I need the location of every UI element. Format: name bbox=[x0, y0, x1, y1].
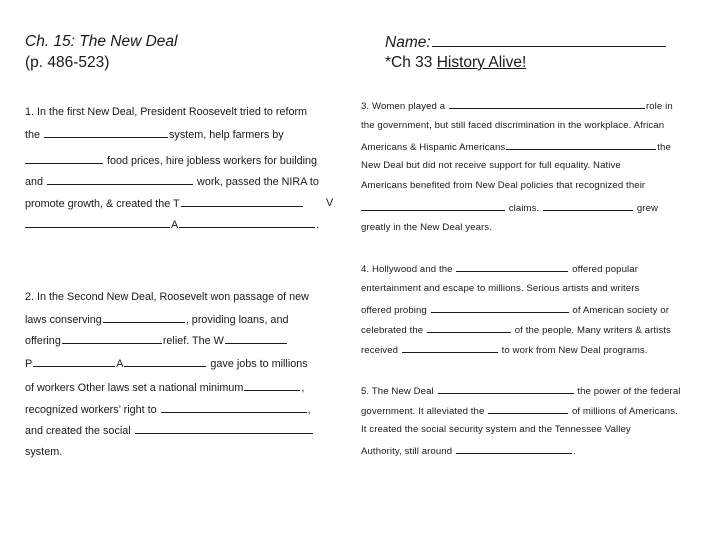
q2-blank-a[interactable] bbox=[124, 356, 206, 367]
q1-text: and bbox=[25, 176, 44, 188]
q4-text: celebrated the bbox=[361, 325, 424, 336]
q4-line-5 bbox=[361, 342, 648, 357]
q5-text: 5. The New Deal bbox=[361, 386, 434, 397]
q2-blank-p[interactable] bbox=[33, 356, 115, 367]
q2-text: A bbox=[116, 358, 124, 370]
q5-line-1 bbox=[361, 383, 681, 398]
q4-blank-probing[interactable] bbox=[431, 302, 569, 313]
q2-text: and created the social bbox=[25, 425, 131, 437]
q4-blank-received[interactable] bbox=[402, 342, 498, 353]
name-blank[interactable] bbox=[432, 32, 666, 47]
q3-line-1 bbox=[361, 98, 673, 113]
q4-blank-hollywood[interactable] bbox=[456, 261, 568, 272]
q1-text: the bbox=[25, 129, 41, 141]
q5-blank-alleviated[interactable] bbox=[488, 403, 568, 414]
q5-line-2 bbox=[361, 403, 678, 418]
q1-blank-work[interactable] bbox=[47, 174, 193, 185]
q2-text: P bbox=[25, 358, 33, 370]
q1-blank-prices[interactable] bbox=[25, 153, 103, 164]
q2-blank-w[interactable] bbox=[225, 333, 287, 344]
q3-line-4: New Deal but did not receive support for full equality. Native bbox=[361, 160, 621, 171]
q3-text: grew bbox=[636, 203, 659, 214]
q5-text: government. It alleviated the bbox=[361, 406, 485, 417]
q3-text: Americans & Hispanic Americans bbox=[361, 142, 506, 153]
q1-text: . bbox=[316, 219, 320, 231]
q3-blank-role[interactable] bbox=[449, 98, 645, 109]
q2-line-5 bbox=[25, 380, 304, 395]
q1-text: work, passed the NIRA to bbox=[197, 176, 319, 188]
q3-line-5: Americans benefited from New Deal policies that recognized their bbox=[361, 180, 646, 191]
q4-line-1 bbox=[361, 261, 638, 276]
q1-blank-post-a[interactable] bbox=[179, 217, 315, 228]
q3-line-2: the government, but still faced discrimination in the workplace. African bbox=[361, 120, 665, 131]
q1-text: promote growth, & created the T bbox=[25, 198, 180, 210]
q1-line-2 bbox=[25, 127, 284, 142]
q2-text: , providing loans, and bbox=[185, 314, 289, 326]
q2-line-7 bbox=[25, 423, 314, 438]
q4-text: of the people. Many writers & artists bbox=[514, 325, 671, 336]
q2-blank-relief[interactable] bbox=[62, 333, 162, 344]
q4-text: 4. Hollywood and the bbox=[361, 264, 453, 275]
q2-blank-social[interactable] bbox=[135, 423, 313, 434]
q3-text: the bbox=[657, 142, 671, 153]
q4-text: to work from New Deal programs. bbox=[501, 345, 648, 356]
q2-line-4 bbox=[25, 356, 308, 371]
q3-line-3 bbox=[361, 139, 671, 154]
q5-line-3: It created the social security system and the Tennessee Valley bbox=[361, 424, 631, 435]
worksheet-title: Ch. 15: The New Deal bbox=[25, 33, 178, 50]
q1-blank-reform[interactable] bbox=[44, 127, 168, 138]
q2-line-6 bbox=[25, 402, 311, 417]
q2-text: offering bbox=[25, 335, 61, 347]
q3-line-6 bbox=[361, 200, 658, 215]
q3-blank-claims[interactable] bbox=[361, 200, 505, 211]
q2-line-8: system. bbox=[25, 446, 63, 458]
q1-line-6 bbox=[25, 217, 319, 232]
q4-text: received bbox=[361, 345, 399, 356]
q1-text: A bbox=[171, 219, 179, 231]
q4-line-3 bbox=[361, 302, 669, 317]
q2-line-1: 2. In the Second New Deal, Roosevelt won passage of new bbox=[25, 291, 309, 303]
q3-blank-grew[interactable] bbox=[543, 200, 633, 211]
q4-text: offered probing bbox=[361, 305, 427, 316]
q4-blank-celebrated[interactable] bbox=[427, 322, 511, 333]
q3-text: 3. Women played a bbox=[361, 101, 446, 112]
name-field-row bbox=[385, 32, 667, 53]
q5-blank-still-around[interactable] bbox=[456, 443, 572, 454]
q1-blank-t[interactable] bbox=[181, 196, 303, 207]
q3-text: role in bbox=[645, 101, 673, 112]
q2-blank-conserving[interactable] bbox=[103, 312, 185, 323]
q4-text: of American society or bbox=[572, 305, 669, 316]
q2-text: of workers Other laws set a national minimum bbox=[25, 382, 244, 394]
q4-line-4 bbox=[361, 322, 671, 337]
q2-blank-rights[interactable] bbox=[161, 402, 307, 413]
q3-text: claims. bbox=[508, 203, 540, 214]
q1-letter-v: V bbox=[326, 197, 334, 209]
q1-line-4 bbox=[25, 174, 319, 189]
name-label: Name: bbox=[385, 34, 431, 51]
q4-text: offered popular bbox=[572, 264, 639, 275]
q5-text: . bbox=[572, 446, 576, 457]
q3-blank-americans[interactable] bbox=[506, 139, 656, 150]
q1-line-1: 1. In the first New Deal, President Roosevelt tried to reform bbox=[25, 106, 308, 118]
q2-text: relief. The W bbox=[162, 335, 224, 347]
q2-text: recognized workers’ right to bbox=[25, 404, 157, 416]
subtitle-prefix: *Ch 33 bbox=[385, 54, 437, 71]
q1-text: food prices, hire jobless workers for building bbox=[107, 155, 318, 167]
q5-text: the power of the federal bbox=[577, 386, 681, 397]
q2-text: gave jobs to millions bbox=[210, 358, 308, 370]
q2-blank-minimum[interactable] bbox=[244, 380, 300, 391]
q1-line-3 bbox=[25, 153, 317, 168]
q4-line-2: entertainment and escape to millions. Serious artists and writers bbox=[361, 283, 640, 294]
q2-line-2 bbox=[25, 312, 288, 327]
page-range: (p. 486-523) bbox=[25, 54, 110, 71]
q5-text: Authority, still around bbox=[361, 446, 453, 457]
q1-blank-pre-a[interactable] bbox=[25, 217, 170, 228]
q2-line-3 bbox=[25, 333, 288, 348]
q1-text: system, help farmers by bbox=[169, 129, 284, 141]
q2-text: , bbox=[301, 382, 305, 394]
q2-text: laws conserving bbox=[25, 314, 102, 326]
q5-text: of millions of Americans. bbox=[571, 406, 678, 417]
q5-line-4 bbox=[361, 443, 576, 458]
subtitle bbox=[385, 53, 526, 73]
q1-line-5 bbox=[25, 196, 304, 211]
history-alive-link: History Alive! bbox=[436, 54, 527, 71]
q2-text: , bbox=[307, 404, 311, 416]
q5-blank-power[interactable] bbox=[438, 383, 574, 394]
q3-line-7: greatly in the New Deal years. bbox=[361, 222, 492, 233]
